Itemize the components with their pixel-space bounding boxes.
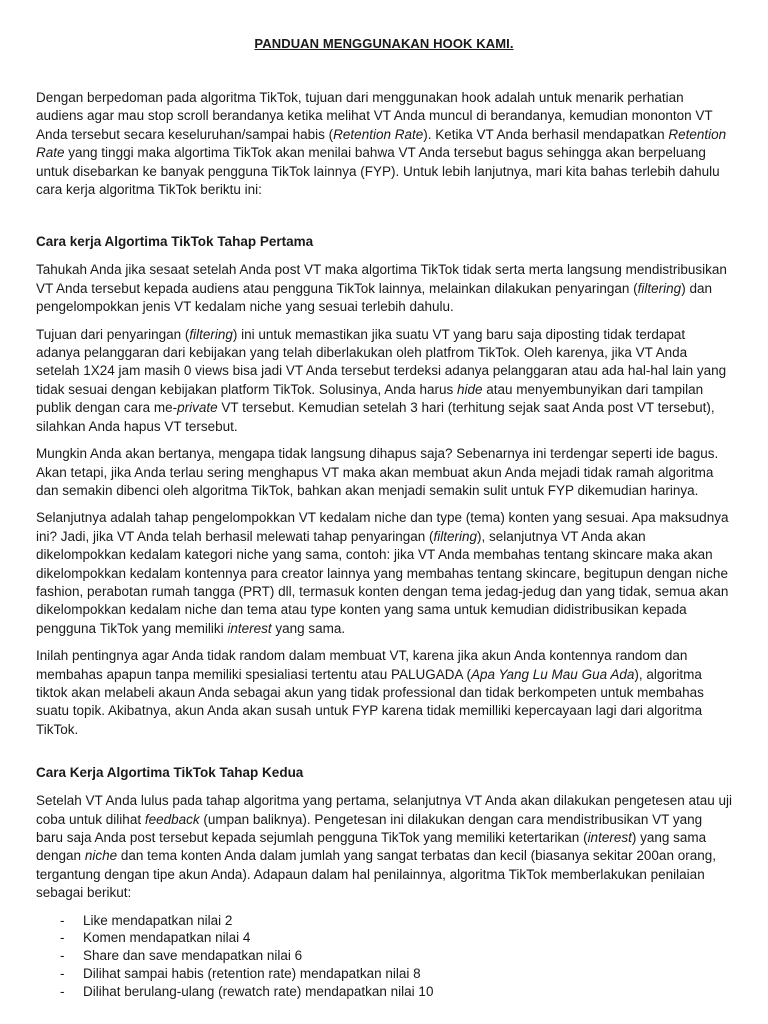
section2-paragraph	[36, 792, 732, 902]
italic-term: interest	[227, 620, 272, 636]
italic-term: feedback	[144, 811, 200, 827]
italic-term: niche	[84, 848, 118, 864]
section1-paragraph	[36, 509, 732, 638]
italic-term: filtering	[637, 280, 682, 296]
text-run: ). Ketika VT Anda berhasil mendapatkan	[423, 126, 669, 142]
document-title: PANDUAN MENGGUNAKAN HOOK KAMI.	[254, 36, 514, 51]
italic-term: interest	[587, 830, 632, 845]
text-run: atau menyembunyikan dari tampilan publik dengan cara me-	[36, 381, 704, 416]
section-heading-second-stage: Cara Kerja Algortima TikTok Tahap Kedua	[36, 765, 304, 781]
text-run: (umpan baliknya). Pengetesan ini dilakukan dengan cara mendistribusikan VT yang baru saja Anda post tersebut kepada sejumlah pengguna TikTok yang memiliki ketertarikan (	[36, 811, 703, 845]
list-item: - Komen mendapatkan nilai 4	[60, 929, 732, 947]
text-run: ) ini untuk memastikan jika suatu VT yang baru saja diposting tidak terdapat adanya pelanggaran dari kebijakan yang telah diberlakukan oleh platfrom TikTok. Oleh karenya, jika VT Anda setelah 1X24 jam masih 0 views bisa jadi VT Anda tersebut terdeksi adanya pelanggaran atau ada hal-hal lain yang tidak sesuai dengan kebijakan platform TikTok. Solusinya, Anda harus	[36, 326, 727, 397]
text-run: yang sama.	[271, 620, 346, 636]
text-run: yang tinggi maka algortima TikTok akan menilai bahwa VT Anda tersebut bagus sehingga akan berpeluang untuk disebarkan ke banyak pengguna TikTok lainnya (FYP). Untuk lebih lanjutnya, mari kita bahas terlebih dahulu cara kerja algoritma TikTok beriktu ini:	[36, 145, 720, 198]
list-item: - Dilihat sampai habis (retention rate) mendapatkan nilai 8	[60, 965, 732, 983]
intro-paragraph	[36, 89, 732, 199]
text-run: ) dan pengelompokkan jenis VT kedalam niche yang sesuai terlebih dahulu.	[36, 280, 712, 315]
text-run: ), algoritma tiktok akan melabeli akaun Anda sebagai akun yang tidak professional dan tidak berkompeten untuk membahas suatu topik. Akibatnya, akun Anda akan susah untuk FYP karena tidak memilliki kepercayaan lagi dari algoritma TikTok.	[36, 666, 704, 737]
text-run: Selanjutnya adalah tahap pengelompokkan VT kedalam niche dan type (tema) konten yang sesuai. Apa maksudnya ini? Jadi, jika VT Anda telah berhasil melewati tahap penyaringan (	[36, 510, 729, 544]
text-run: Tujuan dari penyaringan (	[36, 326, 190, 342]
text-run: Dengan berpedoman pada algoritma TikTok, tujuan dari menggunakan hook adalah untuk menarik perhatian audiens agar mau stop scroll berandanya ketika melihat VT Anda muncul di berandanya, kemudian mononton VT Anda tersebut secara keseluruhan/sampai habis (	[36, 90, 713, 142]
italic-term: filtering	[433, 528, 478, 544]
text-run: Setelah VT Anda lulus pada tahap algoritma yang pertama, selanjutnya VT Anda akan dilakukan pengetesen atau uji coba untuk dilihat	[36, 793, 732, 827]
text-run: Inilah pentingnya agar Anda tidak random dalam membuat VT, karena jika akun Anda kontennya random dan membahas apapun tanpa memiliki spesialiasi tertentu atau PALUGADA (	[36, 648, 688, 682]
scoring-list	[36, 912, 732, 1001]
text-run: ) yang sama dengan	[36, 830, 707, 864]
text-run: Tahukah Anda jika sesaat setelah Anda post VT maka algortima TikTok tidak serta merta langsung mendistribusikan VT Anda tersebut kepada audiens atau pengguna TikTok lainnya, melainkan dilakukan penyaringan (	[36, 262, 727, 296]
section1-paragraph	[36, 647, 732, 739]
italic-term: Retention Rate	[36, 126, 727, 161]
italic-term: private	[177, 400, 218, 416]
list-item: - Dilihat berulang-ulang (rewatch rate) mendapatkan nilai 10	[60, 983, 732, 1001]
list-item: - Like mendapatkan nilai 2	[60, 912, 732, 930]
text-run: VT tersebut. Kemudian setelah 3 hari (terhitung sejak saat Anda post VT tersebut), silahkan Anda hapus VT tersebut.	[36, 400, 715, 434]
text-run: dan tema konten Anda dalam jumlah yang sangat terbatas dan kecil (biasanya sekitar 200an orang, tergantung dengan tipe akun Anda). Adapaun dalam hal penilainnya, algoritma TikTok memberlakukan penilaian sebagai berikut:	[36, 848, 716, 901]
section1-paragraph	[36, 261, 732, 316]
section1-paragraph	[36, 445, 732, 500]
italic-term: hide	[457, 381, 483, 397]
section1-paragraph	[36, 326, 732, 436]
text-run: Mungkin Anda akan bertanya, mengapa tidak langsung dihapus saja? Sebenarnya ini terdengar seperti ide bagus. Akan tetapi, jika Anda terlau sering menghapus VT maka akan membuat akun Anda mejadi tidak ramah algoritma dan semakin dibenci oleh algoritma TikTok, bahkan akan menjadi semakin sulit untuk FYP dikemudian harinya.	[36, 446, 719, 498]
italic-term: Apa Yang Lu Mau Gua Ada	[470, 666, 635, 682]
italic-term: filtering	[189, 326, 233, 342]
italic-term: Retention Rate	[333, 126, 424, 142]
list-item: - Share dan save mendapatkan nilai 6	[60, 947, 732, 965]
text-run: ), selanjutnya VT Anda akan dikelompokkan kedalam kategori niche yang sama, contoh: jika VT Anda membahas tentang skincare maka akan dikelompokkan kedalam kontennya para creator lainnya yang membahas tentang skincare, begitupun dengan niche fashion, perabotan rumah tangga (PRT) dll, termasuk konten dengan tema jedag-jedug dan yang tidak, semua akan dikelompokkan kedalam niche dan tema atau type konten yang sama untuk kemudian didistribusikan kepada pengguna TikTok yang memiliki	[36, 528, 729, 636]
section-heading-first-stage: Cara kerja Algortima TikTok Tahap Pertama	[36, 234, 314, 250]
